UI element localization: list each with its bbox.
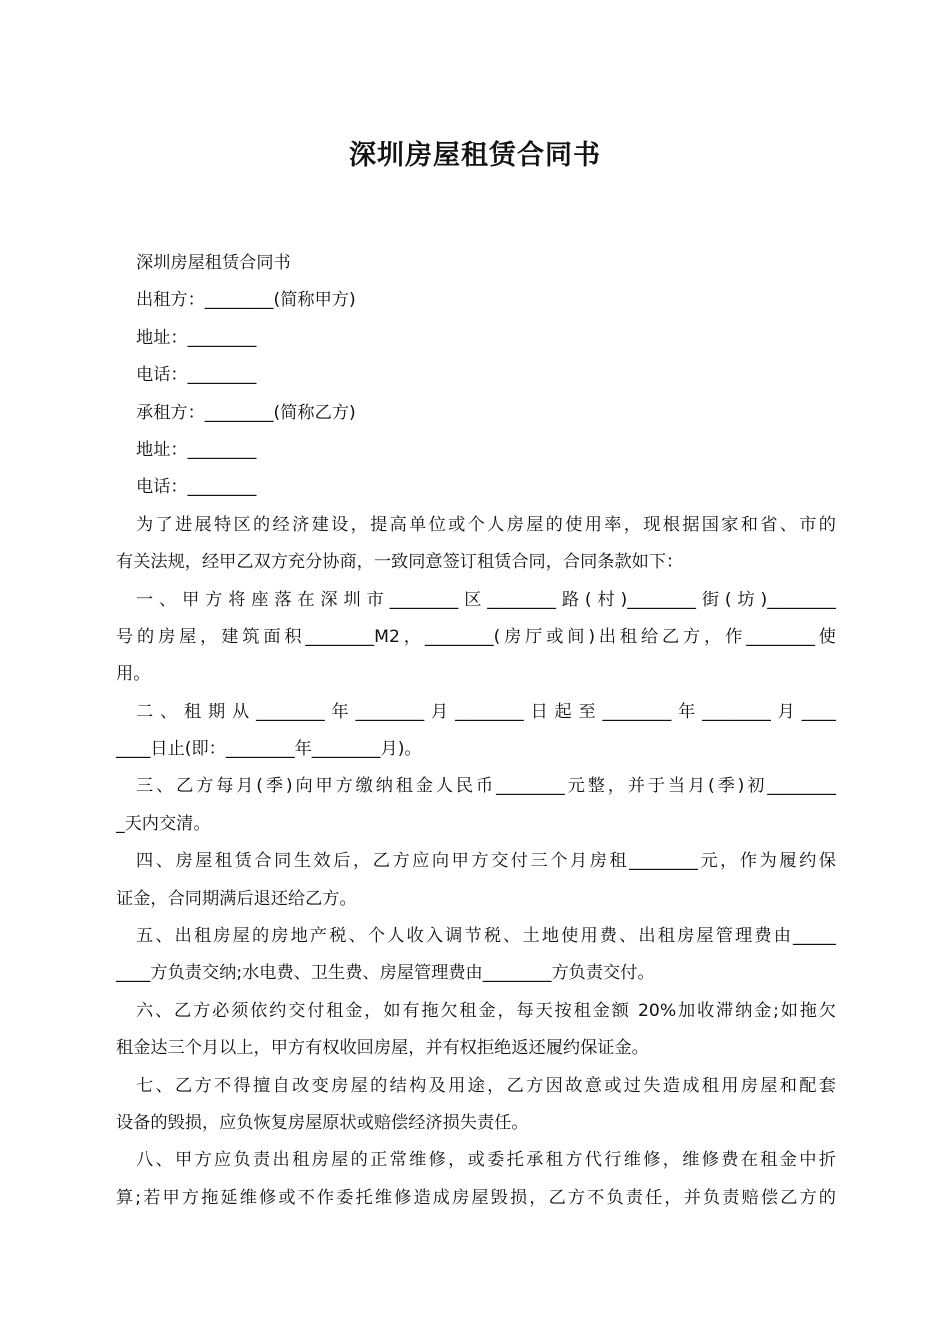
paragraph-clause-5 [116,918,836,993]
document-body [116,245,836,1217]
paragraph-clause-6 [116,993,836,1068]
paragraph-line: _天内交清。 [116,813,211,834]
paragraph-line: 六、乙方必须依约交付租金，如有拖欠租金，每天按租金额 20%加收滞纳金;如拖欠 [136,1000,836,1021]
paragraph-line: 五、出租房屋的房地产税、个人收入调节税、土地使用费、出租房屋管理费由_____ [136,926,836,947]
paragraph-clause-2 [116,694,836,769]
paragraph-line: 租金达三个月以上，甲方有权收回房屋，并有权拒绝返还履约保证金。 [116,1038,649,1059]
paragraph-line: ____日止(即：________年________月)。 [116,739,422,760]
paragraph-line: 七、乙方不得擅自改变房屋的结构及用途，乙方因故意或过失造成租用房屋和配套 [136,1075,836,1096]
paragraph-line: 号的房屋，建筑面积________M2，________(房厅或间)出租给乙方，作________使 [116,626,836,647]
document-title: 深圳房屋租赁合同书 [349,140,601,171]
paragraph-line: 用。 [116,664,151,685]
paragraph-clause-8 [116,1142,836,1217]
paragraph-line: 八、甲方应负责出租房屋的正常维修，或委托承租方代行维修，维修费在租金中折 [136,1150,836,1171]
paragraph-line: 一、甲方将座落在深圳市________区________路(村)________街(坊)________ [136,589,836,610]
paragraph-line: 有关法规，经甲乙双方充分协商，一致同意签订租赁合同，合同条款如下： [116,552,684,573]
paragraph-preamble [116,507,836,582]
paragraph-line: 三、乙方每月(季)向甲方缴纳租金人民币________元整，并于当月(季)初________ [136,776,836,797]
header-line: 电话：________ [136,477,257,498]
paragraph-line: 为了进展特区的经济建设，提高单位或个人房屋的使用率，现根据国家和省、市的 [136,514,836,535]
header-line: 深圳房屋租赁合同书 [136,253,291,273]
paragraph-clause-4 [116,843,836,918]
paragraph-line: 证金，合同期满后退还给乙方。 [116,888,357,909]
paragraph-clause-3 [116,768,836,843]
header-line: 地址：________ [136,327,257,348]
paragraph-clause-7 [116,1068,836,1143]
paragraph-line: 二、租期从________年________月________日起至________年________月____ [136,701,836,722]
paragraph-clause-1 [116,582,836,694]
header-line: 出租方：________(简称甲方) [136,290,356,311]
header-line: 地址：________ [136,439,257,460]
paragraph-line: 设备的毁损，应负恢复房屋原状或赔偿经济损失责任。 [116,1112,529,1133]
paragraph-line: ____方负责交纳;水电费、卫生费、房屋管理费由________方负责交付。 [116,963,655,984]
header-line: 承租方：________(简称乙方) [136,402,356,423]
header-line: 电话：________ [136,365,257,386]
paragraph-line: 算;若甲方拖延维修或不作委托维修造成房屋毁损，乙方不负责任，并负责赔偿乙方的 [116,1187,836,1208]
paragraph-line: 四、房屋租赁合同生效后，乙方应向甲方交付三个月房租________元，作为履约保 [136,851,836,872]
